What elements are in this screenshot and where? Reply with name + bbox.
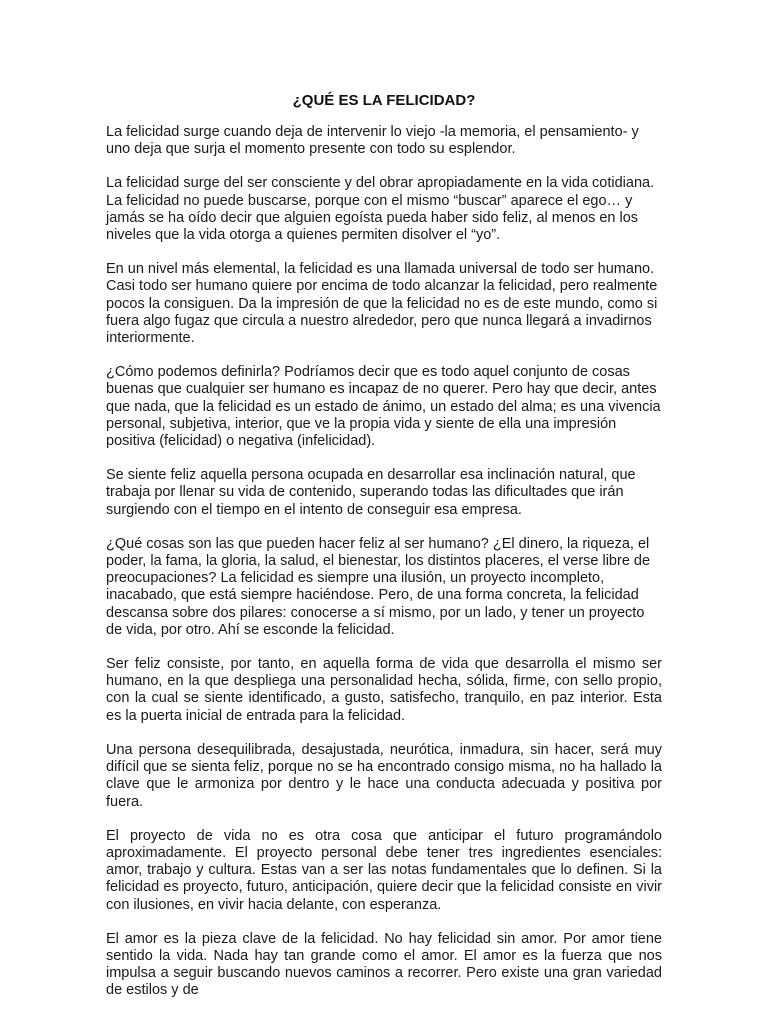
paragraph-8: Una persona desequilibrada, desajustada, neurótica, inmadura, sin hacer, será muy difícil que se sienta feliz, porque no se ha encontrado consigo misma, no ha hallado la clave que le armoniza por dentro y le hace una conducta adecuada y positiva por fuera. xyxy=(106,741,662,810)
page-title: ¿QUÉ ES LA FELICIDAD? xyxy=(292,92,476,109)
paragraph-7: Ser feliz consiste, por tanto, en aquella forma de vida que desarrolla el mismo ser humano, en la que despliega una personalidad hecha, sólida, firme, con sello propio, con la cual se siente identificado, a gusto, satisfecho, tranquilo, en paz interior. Esta es la puerta inicial de entrada para la felicidad. xyxy=(106,656,662,724)
paragraph-3: En un nivel más elemental, la felicidad es una llamada universal de todo ser humano. Casi todo ser humano quiere por encima de todo alcanzar la felicidad, pero realmente pocos la consiguen. Da la impresión de que la felicidad no es de este mundo, como si fuera algo fugaz que circula a nuestro alrededor, pero que nunca llegará a invadirnos interiormente. xyxy=(106,261,658,347)
paragraph-10: El amor es la pieza clave de la felicidad. No hay felicidad sin amor. Por amor tiene sentido la vida. Nada hay tan grande como el amor. El amor es la fuerza que nos impulsa a seguir buscando nuevos caminos a recorrer. Pero existe una gran variedad de estilos y de xyxy=(106,930,662,999)
paragraph-9: El proyecto de vida no es otra cosa que anticipar el futuro programándolo aproximadamente. El proyecto personal debe tener tres ingredientes esenciales: amor, trabajo y cultura. Estas van a ser las notas fundamentales que lo definen. Si la felicidad es proyecto, futuro, anticipación, quiere decir que la felicidad consiste en vivir con ilusiones, en vivir hacia delante, con esperanza. xyxy=(106,827,662,913)
paragraph-4: ¿Cómo podemos definirla? Podríamos decir que es todo aquel conjunto de cosas buenas que cualquier ser humano es incapaz de no querer. Pero hay que decir, antes que nada, que la felicidad es un estado de ánimo, un estado del alma; es una vivencia personal, subjetiva, interior, que ve la propia vida y siente de ella una impresión positiva (felicidad) o negativa (infelicidad). xyxy=(106,364,661,450)
paragraph-1: La felicidad surge cuando deja de intervenir lo viejo -la memoria, el pensamiento- y uno deja que surja el momento presente con todo su esplendor. xyxy=(106,124,639,158)
paragraph-6: ¿Qué cosas son las que pueden hacer feliz al ser humano? ¿El dinero, la riqueza, el poder, la fama, la gloria, la salud, el bienestar, los distintos placeres, el verse libre de preocupaciones? La felicidad es siempre una ilusión, un proyecto incompleto, inacabado, que está siempre haciéndose. Pero, de una forma concreta, la felicidad descansa sobre dos pilares: conocerse a sí mismo, por un lado, y tener un proyecto de vida, por otro. Ahí se esconde la felicidad. xyxy=(106,535,651,638)
document-body xyxy=(106,124,662,1017)
paragraph-2: La felicidad surge del ser consciente y del obrar apropiadamente en la vida cotidiana. La felicidad no puede buscarse, porque con el mismo “buscar” aparece el ego… y jamás se ha oído decir que alguien egoísta pueda haber sido feliz, al menos en los niveles que la vida otorga a quienes permiten disolver el “yo”. xyxy=(106,175,655,244)
paragraph-5: Se siente feliz aquella persona ocupada en desarrollar esa inclinación natural, que trabaja por llenar su vida de contenido, superando todas las dificultades que irán surgiendo con el tiempo en el intento de conseguir esa empresa. xyxy=(106,467,636,518)
